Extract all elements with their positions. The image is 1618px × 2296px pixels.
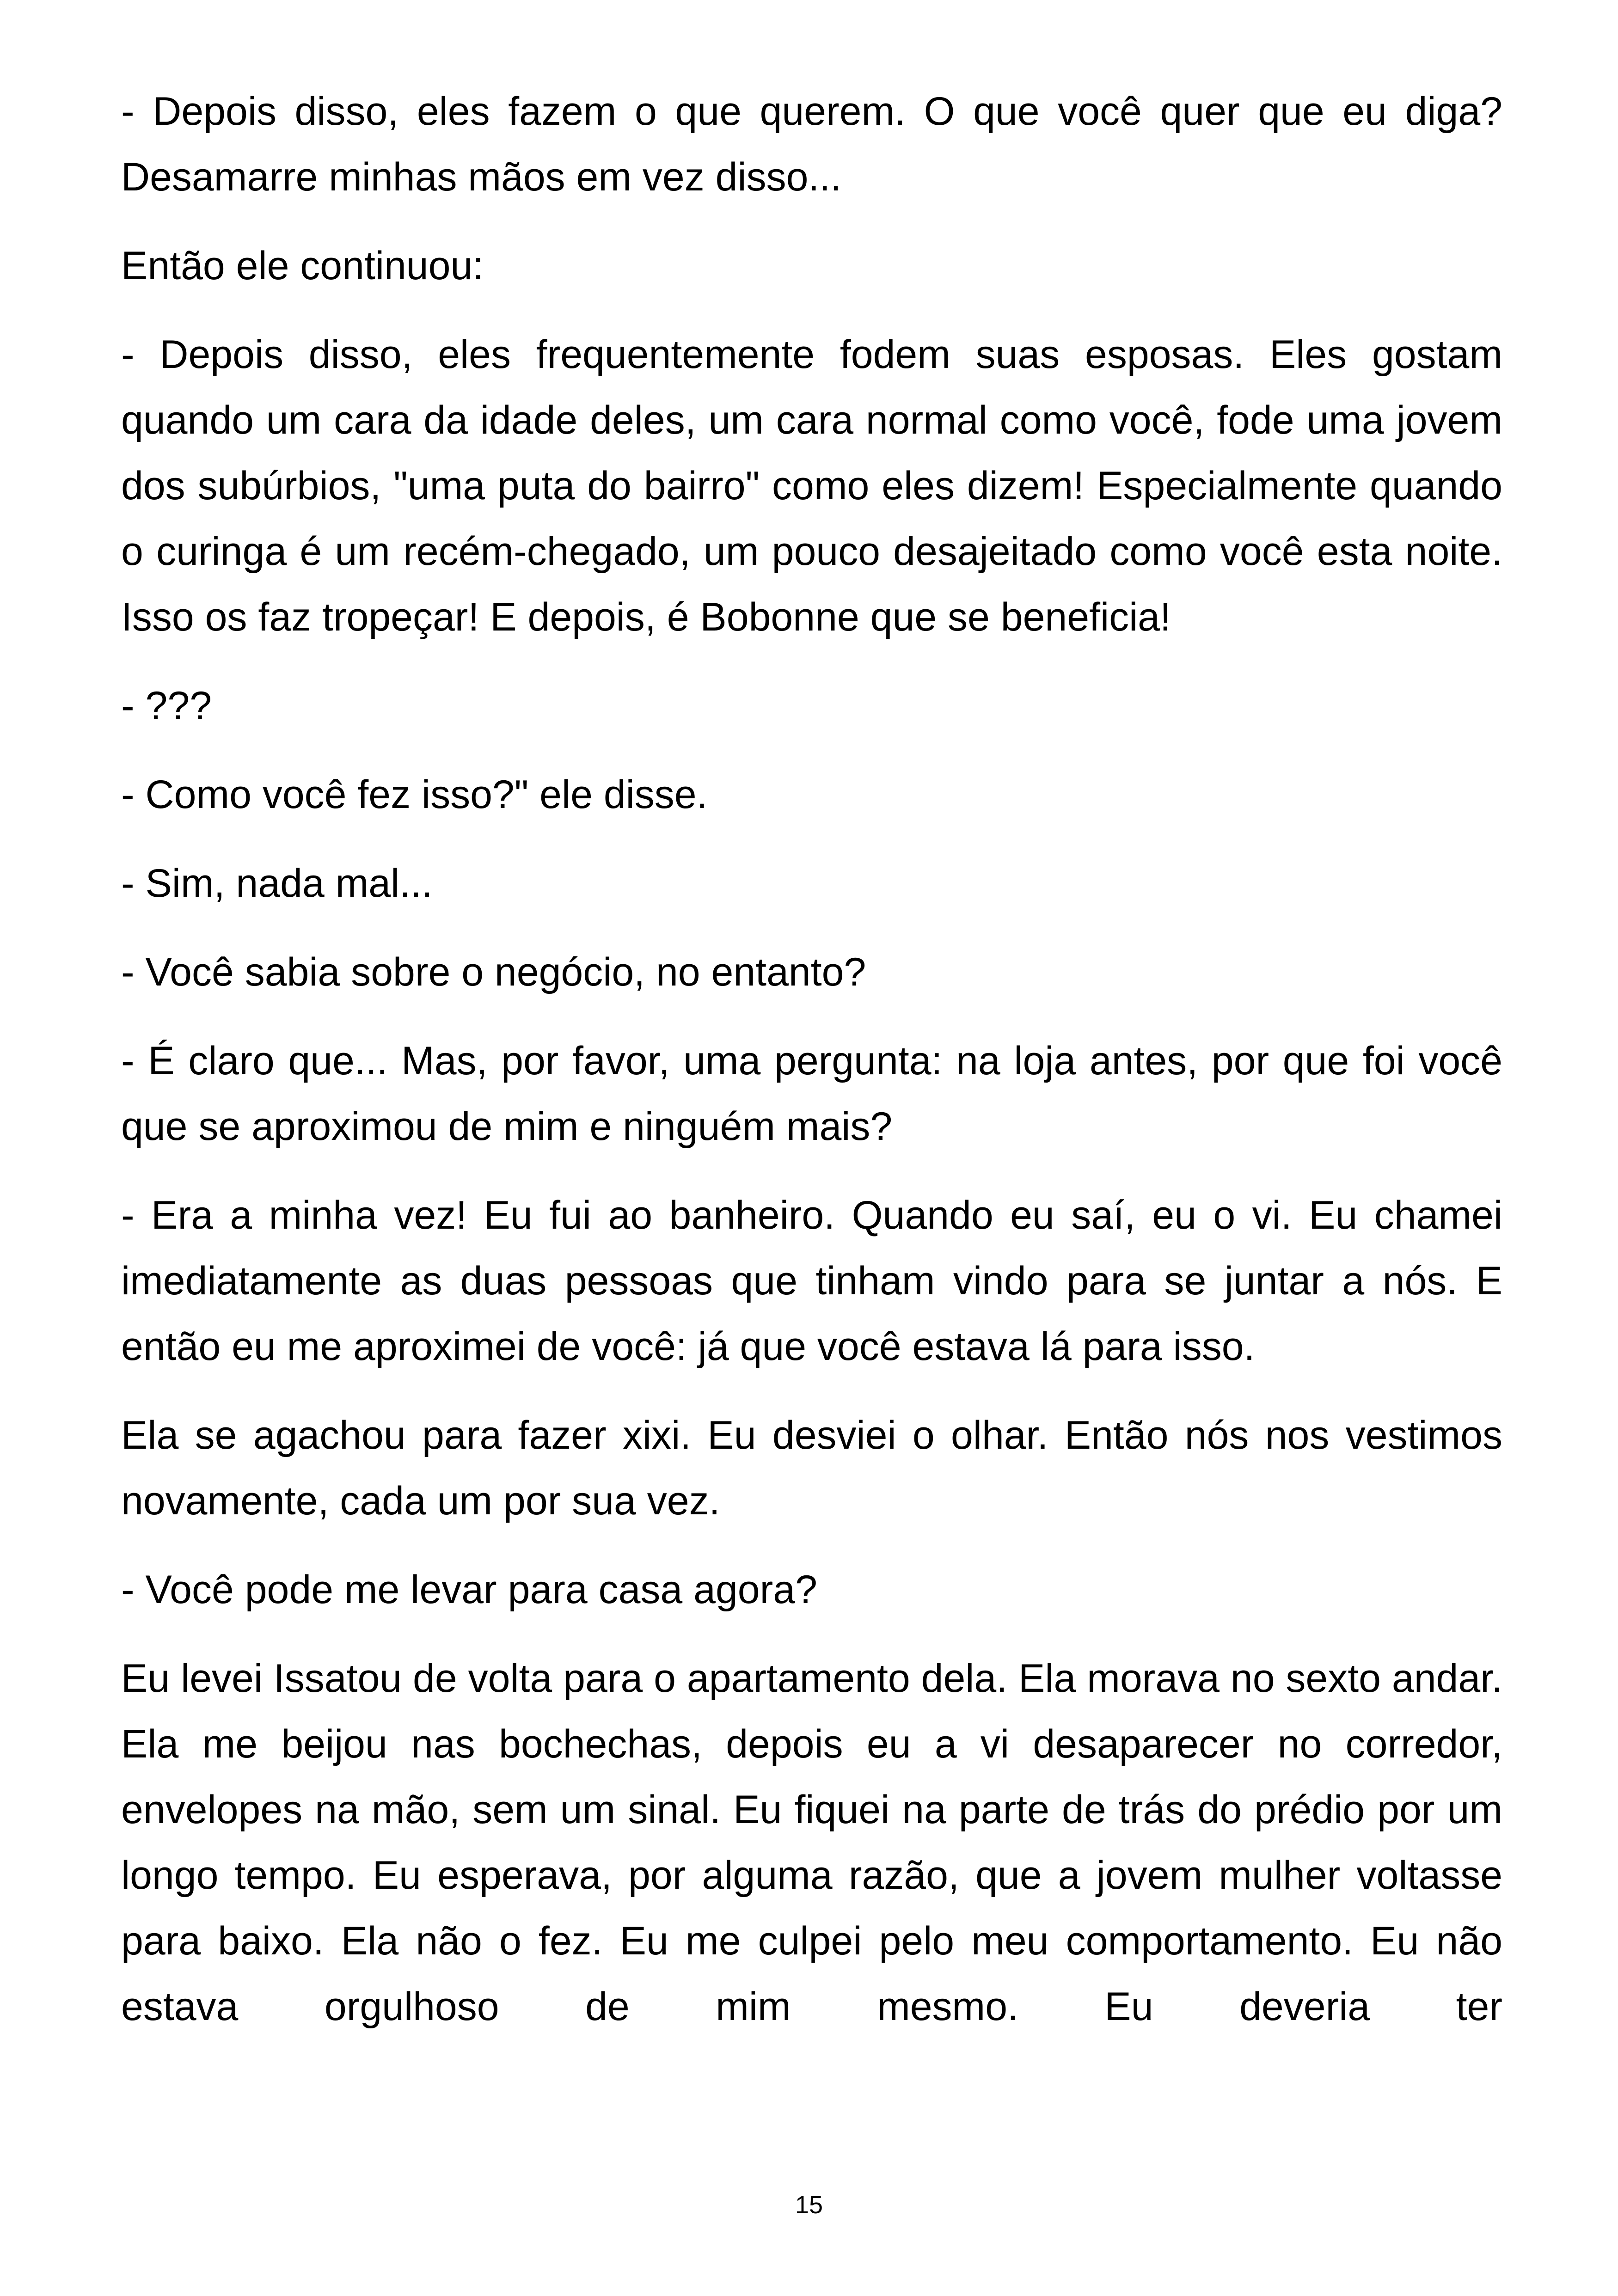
paragraph-3: - Depois disso, eles frequentemente fodem suas esposas. Eles gostam quando um cara da idade deles, um cara normal como você, fode uma jovem dos subúrbios, "uma puta do bairro" como eles dizem! Especialmente quando o curinga é um recém-chegado, um pouco desajeitado como você esta noite. Isso os faz tropeçar! E depois, é Bobonne que se beneficia! xyxy=(121,332,1502,639)
paragraph-7: - Você sabia sobre o negócio, no entanto? xyxy=(121,950,866,994)
page-body xyxy=(121,79,1502,2063)
paragraph-12: Eu levei Issatou de volta para o apartamento dela. Ela morava no sexto andar. Ela me beijou nas bochechas, depois eu a vi desaparecer no corredor, envelopes na mão, sem um sinal. Eu fiquei na parte de trás do prédio por um longo tempo. Eu esperava, por alguma razão, que a jovem mulher voltasse para baixo. Ela não o fez. Eu me culpei pelo meu comportamento. Eu não estava orgulhoso de mim mesmo. Eu deveria ter xyxy=(121,1656,1502,2029)
paragraph-1: - Depois disso, eles fazem o que querem. O que você quer que eu diga? Desamarre minhas mãos em vez disso... xyxy=(121,89,1502,199)
paragraph-2: Então ele continuou: xyxy=(121,244,484,288)
paragraph-6: - Sim, nada mal... xyxy=(121,861,433,906)
paragraph-8: - É claro que... Mas, por favor, uma pergunta: na loja antes, por que foi você que se aproximou de mim e ninguém mais? xyxy=(121,1039,1502,1149)
paragraph-11: - Você pode me levar para casa agora? xyxy=(121,1567,817,1612)
page-number: 15 xyxy=(795,2191,823,2219)
paragraph-9: - Era a minha vez! Eu fui ao banheiro. Quando eu saí, eu o vi. Eu chamei imediatamente as duas pessoas que tinham vindo para se juntar a nós. E então eu me aproximei de você: já que você estava lá para isso. xyxy=(121,1193,1502,1369)
paragraph-10: Ela se agachou para fazer xixi. Eu desviei o olhar. Então nós nos vestimos novamente, cada um por sua vez. xyxy=(121,1413,1502,1523)
paragraph-4: - ??? xyxy=(121,684,212,728)
paragraph-5: - Como você fez isso?" ele disse. xyxy=(121,772,708,817)
